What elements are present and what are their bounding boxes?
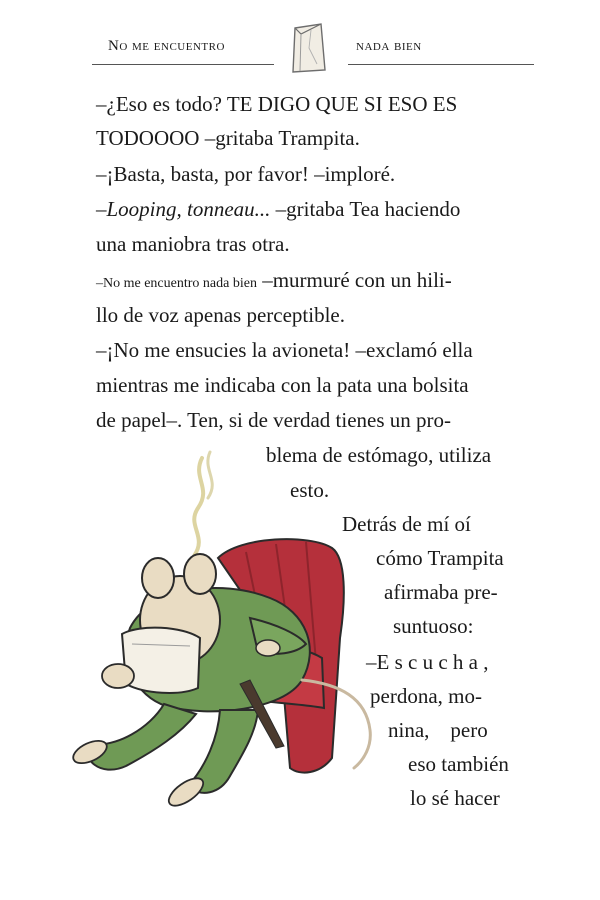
text-line-2: TODOOOO –gritaba Trampita. — [96, 126, 360, 150]
header-rule-right — [348, 64, 534, 65]
text-line-12: esto. — [290, 478, 330, 502]
text-line-19: nina, pero — [388, 718, 488, 742]
text-line-9: mientras me indicaba con la pata una bolsita — [96, 373, 469, 397]
text-line-13: Detrás de mí oí — [342, 512, 471, 536]
header-rule-left — [92, 64, 274, 65]
text-line-5: una maniobra tras otra. — [96, 232, 290, 256]
text-line-1: –¿Eso es todo? TE DIGO QUE SI ESO ES — [96, 92, 458, 116]
text-line-21: lo sé hacer — [410, 786, 500, 810]
text-line-18: perdona, mo- — [370, 684, 482, 708]
airsick-mouse-in-armchair-icon — [70, 448, 390, 808]
text-line-11: blema de estómago, utiliza — [266, 443, 492, 467]
text-line-15: afirmaba pre- — [384, 580, 498, 604]
text-line-3: –¡Basta, basta, por favor! –imploré. — [96, 162, 396, 186]
text-line-17: –E s c u c h a , — [366, 650, 489, 674]
text-line-7: llo de voz apenas perceptible. — [96, 303, 345, 327]
text-line-6: –No me encuentro nada bien –murmuré con un hili- — [96, 268, 452, 292]
text-line-8: –¡No me ensucies la avioneta! –exclamó ella — [96, 338, 473, 362]
text-line-14: cómo Trampita — [376, 546, 504, 570]
text-line-16: suntuoso: — [393, 614, 474, 638]
text-line-4: –Looping, tonneau... –gritaba Tea haciendo — [96, 197, 461, 221]
text-line-10: de papel–. Ten, si de verdad tienes un pro- — [96, 408, 452, 432]
paper-bag-icon — [287, 18, 331, 76]
text-line-20: eso también — [408, 752, 509, 776]
running-header-left: No me encuentro — [108, 38, 225, 54]
running-header-right: nada bien — [356, 38, 422, 54]
